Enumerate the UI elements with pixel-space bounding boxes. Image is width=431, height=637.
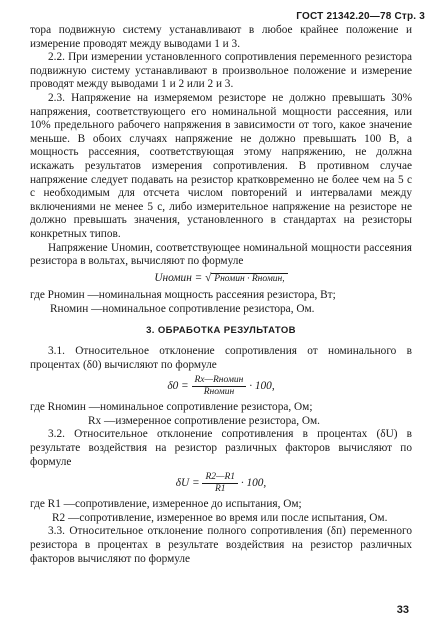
definition-r-x <box>30 415 412 429</box>
definition-term: где Rномин — <box>30 401 101 414</box>
definition-r-nomin-2 <box>30 401 412 415</box>
paragraph-continuation: тора подвижную систему устанавливают в любое крайнее положение и измерение проводят между выводами 1 и 3. <box>30 24 412 50</box>
formula-voltage-rhs: Pномин · Rномин, <box>211 273 287 284</box>
definition-term: где R1 — <box>30 498 75 511</box>
paragraph-2-3: 2.3. Напряжение на измеряемом резисторе не должно превышать 30% напряжения, соответствующего его номинальной мощности рассеяния, или 10% предельного рабочего напряжения в зависимости от того, какое значение меньше. В обоих случаях напряжение не должно превышать 100 В, а мощность рассеяния, соответствующая этому напряжению, не должна искажать результатов измерения сопротивления. В противном случае напряжение следует подавать на резистор кратковременно не более чем на 5 с с необходимым для отсчета числом повторений и интервалами между включениями не менее 5 с, либо измерительное напряжение на резисторе не должно превышать значения, установленного в стандартах на резисторы конкретных типов. <box>30 91 412 240</box>
section-heading: 3. ОБРАБОТКА РЕЗУЛЬТАТОВ <box>146 325 296 337</box>
formula-delta-0 <box>30 375 412 398</box>
definition-desc: измеренное сопротивление резистора, Ом. <box>115 414 321 427</box>
definition-desc: номинальная мощность рассеяния резистора, Вт; <box>98 289 336 302</box>
formula-delta-0-tail: · 100, <box>246 380 275 393</box>
paragraph-3-3: 3.3. Относительное отклонение полного сопротивления (δп) переменного резистора в процентах в результате воздействия на резистор различных факторов вычисляют по формуле <box>30 525 412 565</box>
definition-r2 <box>30 512 412 526</box>
fraction-numerator: Rх—Rномин <box>192 375 247 387</box>
paragraph-3-2: 3.2. Относительное отклонение сопротивления в процентах (δU) в результате воздействия на резистор различных факторов вычисляют по формуле <box>30 428 412 468</box>
definition-term: где Pномин — <box>30 289 99 302</box>
definition-term: Rномин — <box>50 302 103 315</box>
paragraph-3-1: 3.1. Относительное отклонение сопротивления от номинального в процентах (δ0) вычисляют по формуле <box>30 345 412 371</box>
definition-desc: номинальное сопротивление резистора, Ом; <box>100 401 313 414</box>
fraction-denominator: R1 <box>214 484 226 495</box>
formula-delta-u-lhs: δU = <box>175 477 203 490</box>
fraction-denominator: Rномин <box>203 387 235 398</box>
page-number: 33 <box>396 604 409 616</box>
definition-desc: сопротивление, измеренное во время или после испытания, Ом. <box>79 511 388 524</box>
definition-term: Rх — <box>88 414 116 427</box>
document-body <box>30 24 412 566</box>
paragraph-voltage: Напряжение Uномин, соответствующее номинальной мощности рассеяния резистора в вольтах, вычисляют по формуле <box>30 241 412 268</box>
definition-desc: номинальное сопротивление резистора, Ом. <box>102 302 315 315</box>
radical-sign: √ <box>205 271 212 284</box>
definition-r1 <box>30 498 412 512</box>
definition-p-nomin <box>30 289 412 303</box>
paragraph-2-2: 2.2. При измерении установленного сопротивления переменного резистора подвижную систему устанавливают в произвольное положение и измерение проводят между выводами 1 и 2 или 2 и 3. <box>30 51 412 91</box>
formula-voltage-lhs: Uномин = <box>154 271 206 284</box>
page-header: ГОСТ 21342.20—78 Стр. 3 <box>296 11 425 22</box>
definition-desc: сопротивление, измеренное до испытания, Ом; <box>74 498 302 511</box>
fraction <box>202 472 238 495</box>
definition-term: R2 — <box>52 511 80 524</box>
definition-r-nomin <box>30 303 412 317</box>
formula-delta-u <box>30 472 412 495</box>
formula-voltage <box>30 272 412 287</box>
fraction <box>192 375 247 398</box>
formula-delta-0-lhs: δ0 = <box>167 380 192 393</box>
fraction-numerator: R2—R1 <box>202 472 238 484</box>
formula-delta-u-tail: · 100, <box>238 477 267 490</box>
